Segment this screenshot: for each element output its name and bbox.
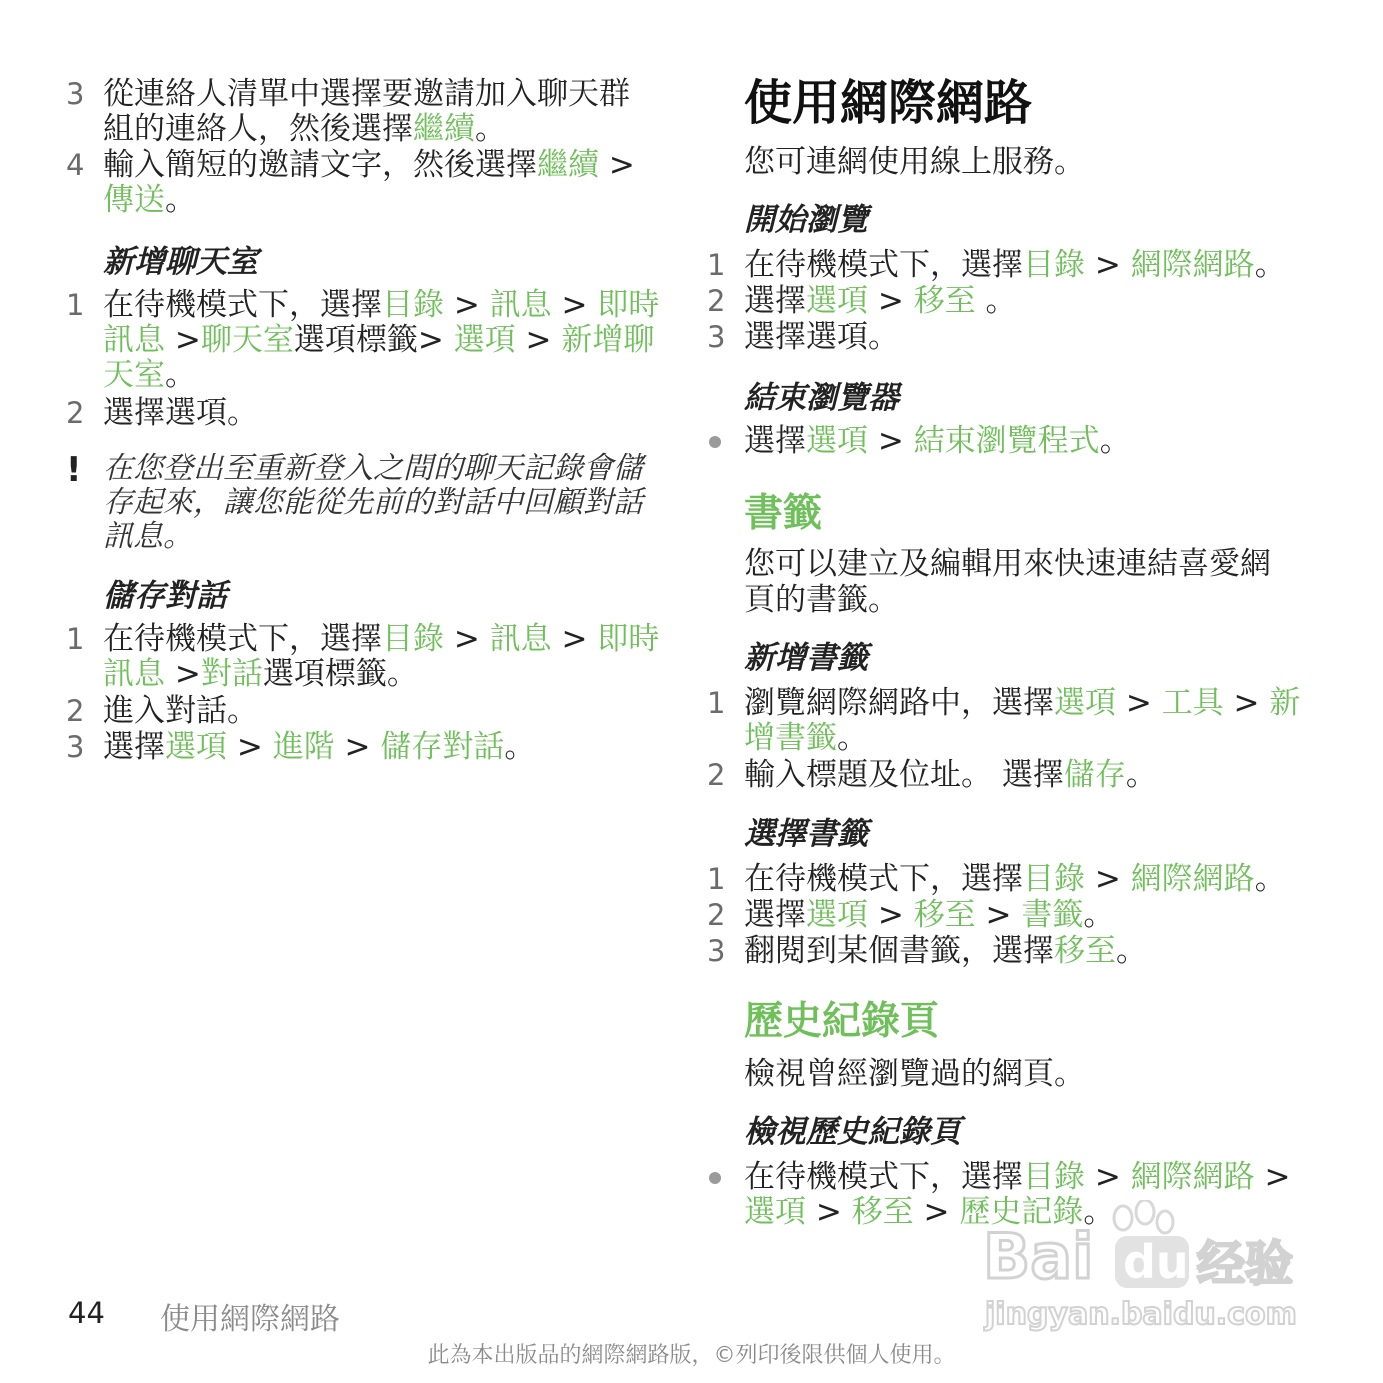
heading-select-bookmark: 選擇書籤 [744,816,868,852]
instruction-text: 組的連絡人，然後選擇 [103,111,413,147]
instruction-text: 選擇 [103,729,165,765]
menu-path-text: 繼續 [413,111,475,147]
menu-path-text: 網際網路 [1130,1159,1255,1195]
menu-path-text: 選項 [806,897,868,933]
step-text [744,758,1157,793]
heading-close-browser: 結束瀏覽器 [744,380,899,416]
instruction-text: > [975,897,1022,933]
step-text [744,898,1114,933]
instruction-text: 。 [165,357,196,393]
instruction-text: > [551,287,598,323]
list-item [700,686,1383,758]
step-number: 4 [66,148,85,182]
menu-path-text: 選項 [453,322,516,358]
step-text [744,284,1017,319]
instruction-text: 翻閱到某個書籤，選擇 [744,933,1054,969]
instruction-text: 選項標籤> [293,322,454,358]
watermark-jingyan: 经验 [1197,1236,1294,1292]
history-intro: 檢視曾經瀏覽過的網頁。 [744,1056,1085,1092]
list-item [700,284,1383,320]
instruction-text: > [806,1194,852,1230]
instruction-text: > [444,287,490,323]
heading-start-browsing: 開始瀏覽 [744,202,868,238]
menu-path-text: 對話 [200,656,263,692]
section-history: 歷史紀錄頁 [744,999,940,1044]
instruction-text: > [599,147,635,183]
menu-path-text: 移至 [913,283,976,319]
instruction-text: 。 [837,720,868,756]
step-number: 2 [66,694,85,728]
step-number: 1 [66,288,85,322]
step-text [744,248,1286,283]
watermark-bai: Bai [983,1220,1094,1293]
menu-path-text: 移至 [913,897,976,933]
step-number: 3 [707,934,726,968]
instruction-text: 。 [475,111,506,147]
step-number: 1 [707,862,726,896]
menu-path-text: 工具 [1161,685,1224,721]
list-item [700,320,1383,356]
instruction-text: 。 [165,182,196,218]
menu-path-text: 書籤 [1021,897,1084,933]
menu-path-text: 選項 [806,283,868,319]
menu-path-text: 增書籤 [744,720,837,756]
menu-path-text: 即時 [597,621,660,657]
menu-path-text: 訊息 [489,287,552,323]
instruction-text: 選擇 [744,283,806,319]
note-line: 存起來，讓您能從先前的對話中回顧對話 [103,485,643,520]
step-number: 1 [707,248,726,282]
baidu-watermark-logo [975,1200,1305,1340]
instruction-text: > [1223,685,1270,721]
menu-path-text: 繼續 [537,147,599,183]
step-text [103,148,635,218]
menu-path-text: 聊天室 [200,322,294,358]
list-item [700,934,1383,970]
step-text [103,396,258,431]
step-text [103,694,258,729]
instruction-text: 在待機模式下，選擇 [103,287,382,323]
menu-path-text: 新 [1269,685,1301,721]
instruction-text: > [515,322,562,358]
instruction-text: > [227,729,273,765]
step-number: 2 [707,898,726,932]
instruction-text: > [868,897,914,933]
step-number: 3 [66,730,85,764]
bookmarks-intro [744,546,1271,618]
intro-line: 頁的書籤。 [744,582,899,618]
instruction-text: > [868,283,914,319]
instruction-text: > [1116,685,1162,721]
menu-path-text: 結束瀏覽程式 [913,423,1100,459]
step-number: 2 [707,758,726,792]
step-number: 2 [66,396,85,430]
step-text [103,77,630,147]
instruction-text: 選擇 [744,423,806,459]
paw-toe-2 [1136,1200,1154,1224]
list-item [700,424,1383,460]
instruction-text: > [444,621,490,657]
paw-toe-3 [1157,1211,1173,1233]
menu-path-text: 天室 [103,357,165,393]
instruction-text: 從連絡人清單中選擇要邀請加入聊天群 [103,76,630,112]
footer-section-title: 使用網際網路 [160,1302,340,1337]
menu-path-text: 選項 [806,423,868,459]
instruction-text: > [913,1194,960,1230]
instruction-text: > [1085,1159,1131,1195]
menu-path-text: 選項 [1054,685,1116,721]
list-item [700,248,1383,284]
menu-path-text: 進階 [272,729,335,765]
instruction-text: > [165,322,201,358]
instruction-text: 選擇選項。 [103,395,258,431]
instruction-text: 。 [1116,933,1147,969]
menu-path-text: 移至 [851,1194,914,1230]
menu-path-text: 選項 [165,729,227,765]
heading-add-bookmark: 新增書籤 [744,640,868,676]
intro-line: 您可以建立及編輯用來快速連結喜愛網 [744,546,1271,582]
instruction-text: 在待機模式下，選擇 [744,1159,1023,1195]
note-text [103,452,643,554]
instruction-text: 在待機模式下，選擇 [103,621,382,657]
menu-path-text: 即時 [597,287,660,323]
list-item [700,862,1383,898]
menu-path-text: 網際網路 [1130,247,1255,283]
menu-path-text: 目錄 [382,621,444,657]
note-line: 在您登出至重新登入之間的聊天記錄會儲 [103,451,643,486]
menu-path-text: 歷史記錄 [959,1194,1084,1230]
instruction-text: 在待機模式下，選擇 [744,861,1023,897]
list-item [0,622,680,694]
menu-path-text: 移至 [1054,933,1116,969]
page-title: 使用網際網路 [744,75,1033,131]
step-number: 1 [66,622,85,656]
instruction-text: > [868,423,914,459]
watermark-du: du [1123,1235,1189,1289]
instruction-text: > [551,621,598,657]
menu-path-text: 目錄 [1023,247,1085,283]
instruction-text: 在待機模式下，選擇 [744,247,1023,283]
menu-path-text: 訊息 [103,322,165,358]
menu-path-text: 儲存 [1063,757,1126,793]
heading-save-conversation: 儲存對話 [103,578,227,614]
instruction-text: 。 [504,729,536,765]
step-number: 2 [707,284,726,318]
heading-view-history: 檢視歷史紀錄頁 [744,1114,961,1150]
instruction-text: 。 [1083,897,1115,933]
step-text [744,320,899,355]
list-item [0,148,680,220]
step-text [103,730,535,765]
list-item [700,898,1383,934]
menu-path-text: 傳送 [103,182,165,218]
list-item [0,396,680,432]
bullet-icon [709,1172,721,1184]
menu-path-text: 訊息 [489,621,552,657]
instruction-text: > [1085,247,1131,283]
paw-toe-1 [1114,1206,1132,1230]
list-item [0,288,680,396]
menu-path-text: 新增聊 [561,322,655,358]
menu-path-text: 目錄 [1023,861,1085,897]
heading-add-chat-room: 新增聊天室 [103,244,258,280]
step-text [103,288,659,393]
page-number: 44 [68,1296,105,1330]
menu-path-text: 儲存對話 [380,729,505,765]
step-number: 3 [707,320,726,354]
note-line: 訊息。 [103,519,193,554]
watermark-url: jingyan.baidu.com [985,1297,1297,1332]
menu-path-text: 目錄 [1023,1159,1085,1195]
instruction-text: 。 [975,283,1017,319]
list-item [0,694,680,730]
step-text [744,934,1147,969]
instruction-text: 。 [1083,1194,1115,1230]
instruction-text: > [1085,861,1131,897]
instruction-text: 。 [1125,757,1157,793]
instruction-text: 輸入簡短的邀請文字，然後選擇 [103,147,537,183]
instruction-text: 。 [1099,423,1131,459]
step-number: 1 [707,686,726,720]
step-text [103,622,659,692]
instruction-text: > [334,729,381,765]
instruction-text: 進入對話。 [103,693,258,729]
instruction-text: 選擇 [744,897,806,933]
warning-icon: ! [66,450,82,490]
menu-path-text: 目錄 [382,287,444,323]
instruction-text: 選擇選項。 [744,319,899,355]
instruction-text: 選項標籤。 [262,656,418,692]
footer-notice: 此為本出版品的網際網路版，©列印後限供個人使用。 [427,1343,956,1368]
instruction-text: 。 [1254,247,1286,283]
step-number: 3 [66,77,85,111]
instruction-text: > [165,656,201,692]
menu-path-text: 網際網路 [1130,861,1255,897]
step-text [744,686,1300,756]
bullet-icon [709,436,721,448]
section-bookmarks: 書籤 [744,491,823,536]
list-item [0,77,680,149]
list-item [0,730,680,766]
instruction-text: 瀏覽網際網路中，選擇 [744,685,1054,721]
list-item [700,758,1383,794]
instruction-text: 。 [1254,861,1286,897]
menu-path-text: 選項 [744,1194,806,1230]
instruction-text: > [1254,1159,1291,1195]
intro-text: 您可連網使用線上服務。 [744,144,1085,180]
menu-path-text: 訊息 [103,656,165,692]
instruction-text: 輸入標題及位址。 選擇 [744,757,1064,793]
bullet-text [744,424,1131,459]
step-text [744,862,1286,897]
